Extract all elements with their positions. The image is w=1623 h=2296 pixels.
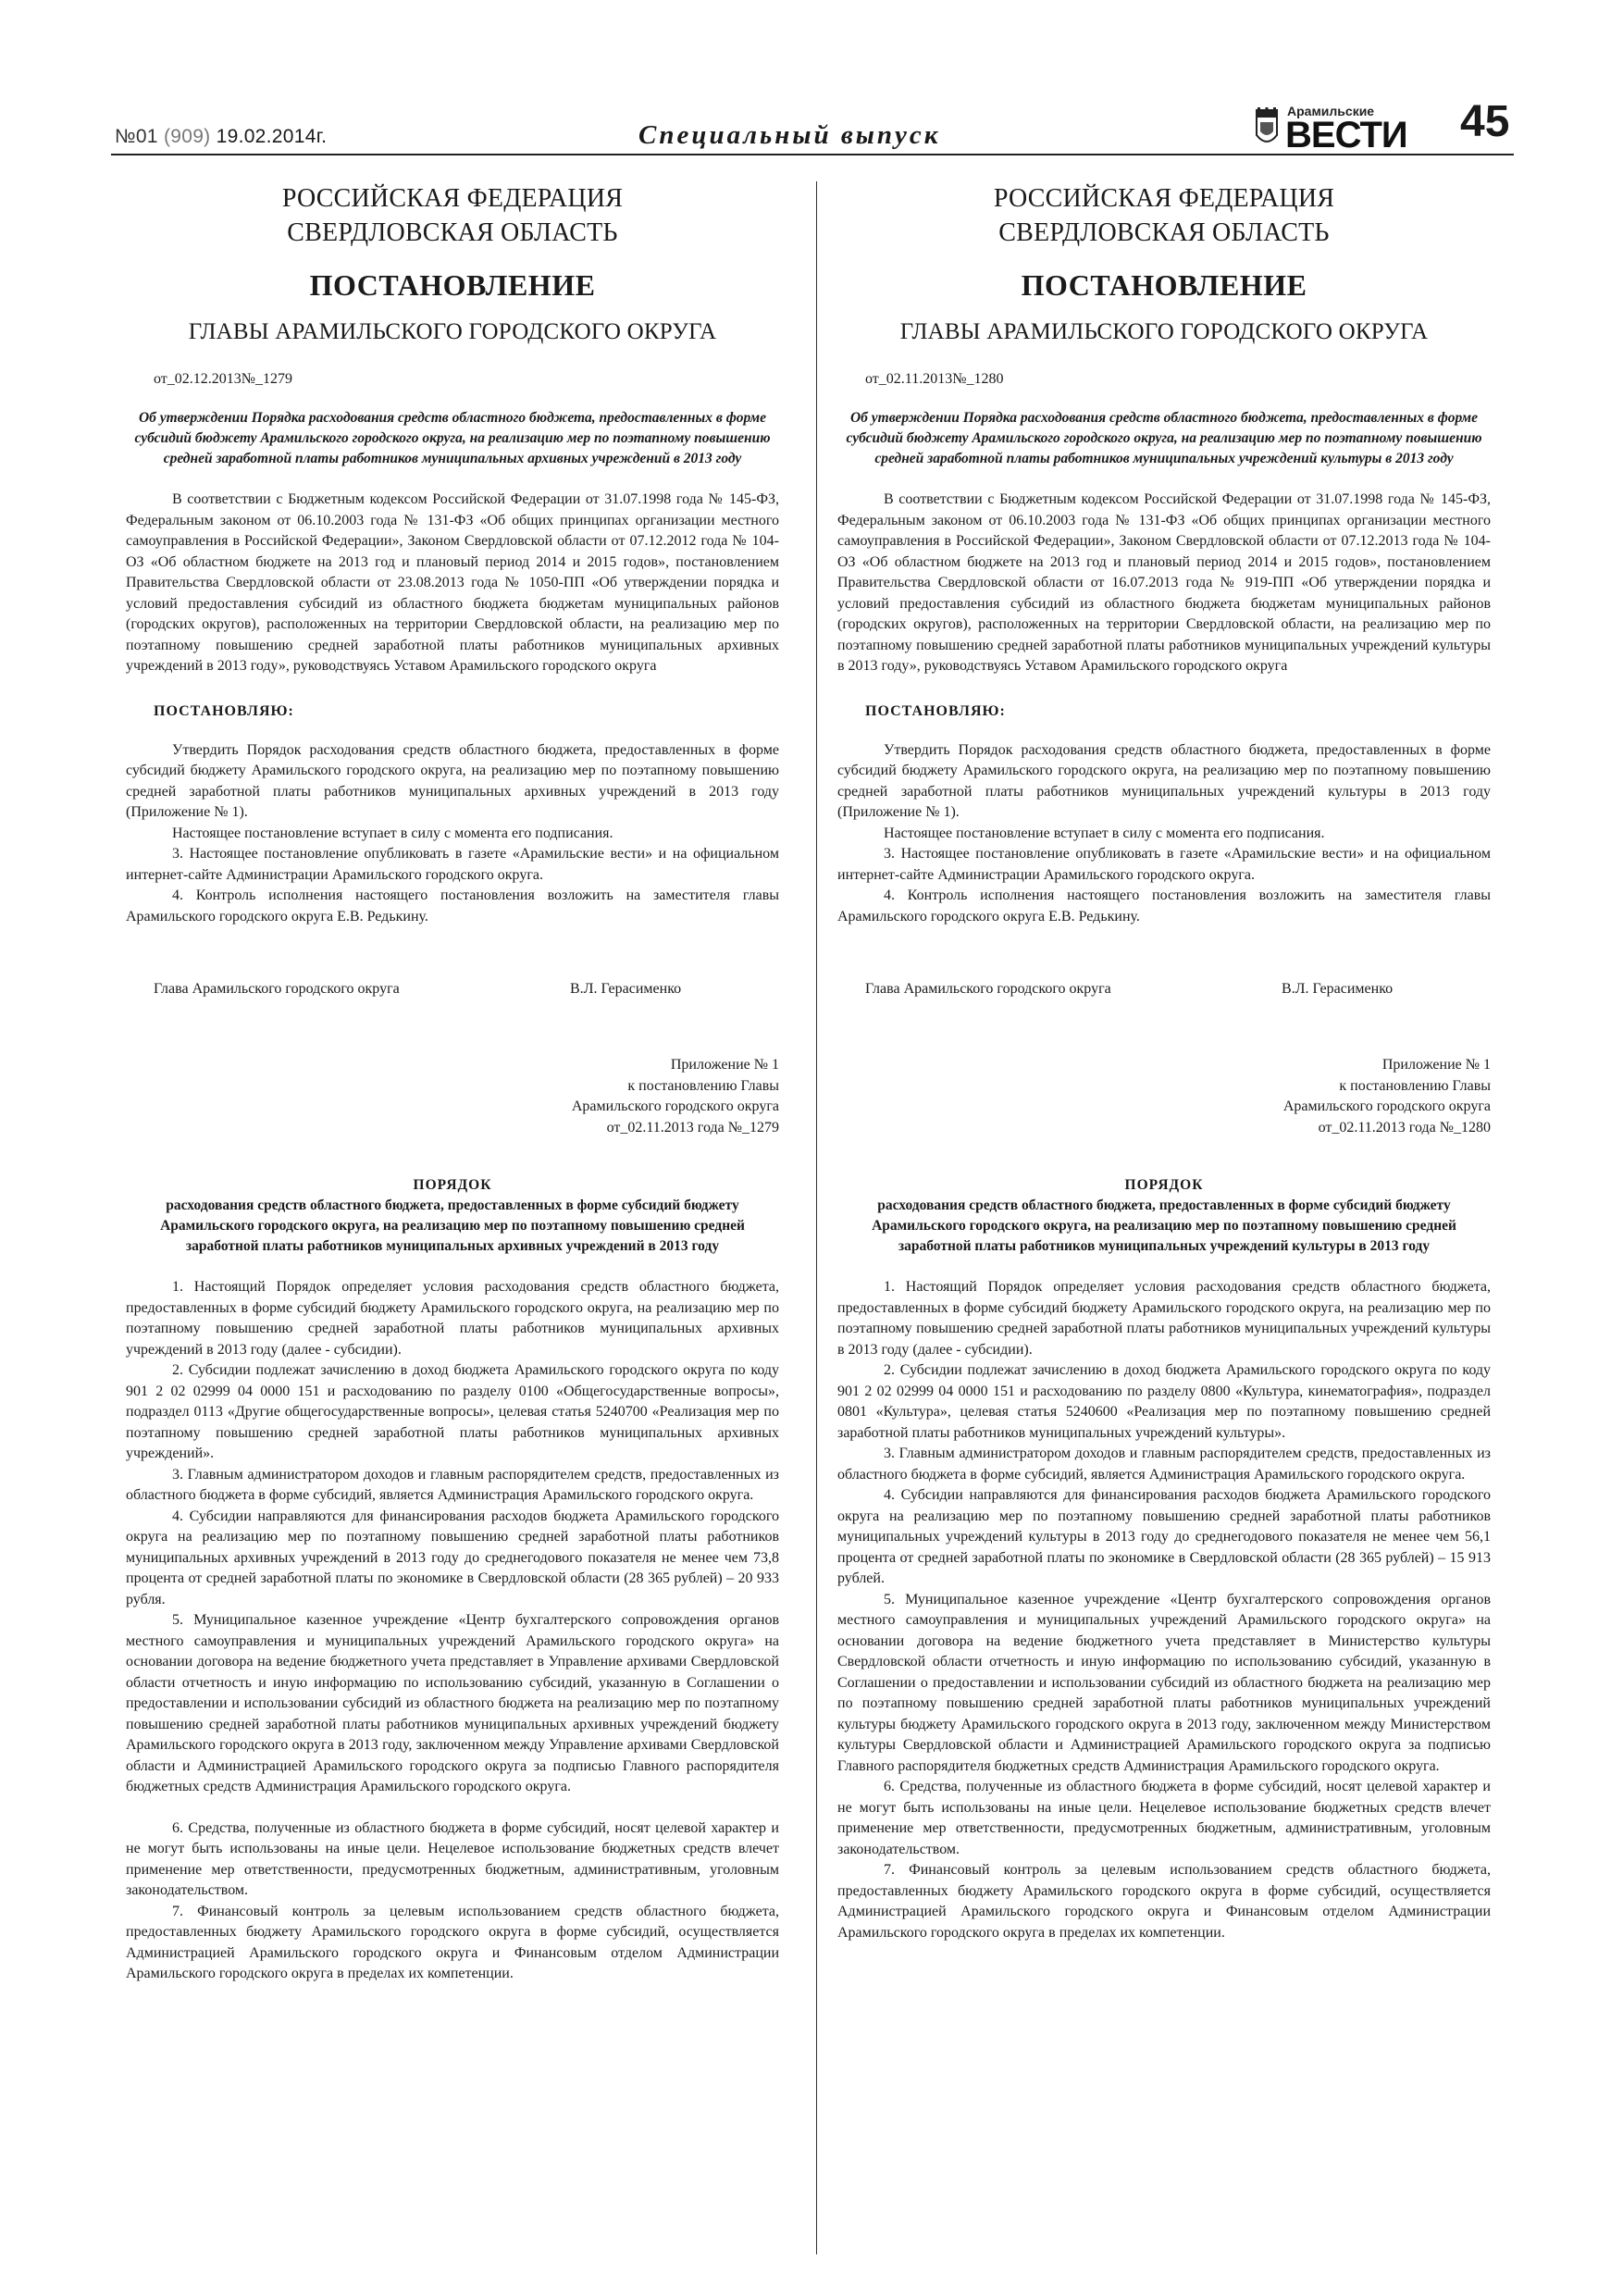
signatory-name: В.Л. Герасименко <box>1282 981 1394 997</box>
appendix-line: Приложение № 1 <box>670 1057 779 1073</box>
appendix-line: от_02.11.2013 года №_1280 <box>1318 1119 1491 1136</box>
order-paragraph: 2. Субсидии подлежат зачислению в доход бюджета Арамильского городского округа по коду 901 2 02 02999 04 0000 151 и расходованию по разделу 0100 «Общегосударственные вопросы», подраздел 0113 «Другие общегосударственные вопросы», целевая статья 5240700 «Реализация мер по поэтапному повышению средней заработной платы работников муниципальных архивных учреждений». <box>126 1362 779 1461</box>
order-paragraph: 6. Средства, полученные из областного бюджета в форме субсидий, носят целевой характер и не могут быть использованы на иные цели. Нецелевое использование бюджетных средств влечет применение мер ответственности, предусмотренных бюджетным, административным, уголовным законодательством. <box>837 1779 1491 1857</box>
appendix-line: Арамильского городского округа <box>1282 1098 1491 1114</box>
appendix-line: к постановлению Главы <box>627 1077 779 1094</box>
logo-top-text: Арамильские <box>1287 104 1375 118</box>
appendix-reference <box>126 1055 779 1138</box>
resolution-item: Настоящее постановление вступает в силу с момента его подписания. <box>884 825 1325 841</box>
doc-title: Об утверждении Порядка расходования средств областного бюджета, предоставленных в форме субсидий бюджету Арамильского городского округа, на реализацию мер по поэтапному повышению средней заработной платы работников муниципальных архивных учреждений в 2013 году <box>134 410 771 466</box>
doc-date-number: от_02.12.2013№_1279 <box>154 371 293 387</box>
order-paragraph: 4. Субсидии направляются для финансирования расходов бюджета Арамильского городского округа на реализацию мер по поэтапному повышению средней заработной платы работников муниципальных архивных учреждений в 2013 году до среднегодового показателя не менее чем 73,8 процента от средней заработной платы по экономике в Свердловской области (28 365 рублей) – 20 933 рубля. <box>126 1508 779 1607</box>
resolution-item: 4. Контроль исполнения настоящего постановления возложить на заместителя главы Арамильского городского округа Е.В. Редькину. <box>126 887 779 925</box>
issuer-heading: ГЛАВЫ АРАМИЛЬСКОГО ГОРОДСКОГО ОКРУГА <box>899 319 1429 344</box>
doc-type-heading: ПОСТАНОВЛЕНИЕ <box>309 268 596 302</box>
order-paragraph: 1. Настоящий Порядок определяет условия расходования средств областного бюджета, предоставленных в форме субсидий бюджету Арамильского городского округа, на реализацию мер по поэтапному повышению средней заработной платы работников муниципальных учреждений культуры в 2013 году (далее - субсидии). <box>837 1279 1491 1358</box>
document-column-left <box>126 181 779 1985</box>
order-subtitle: расходования средств областного бюджета, предоставленных в форме субсидий бюджету Арамильского городского округа, на реализацию мер по поэтапному повышению средней заработной платы работников муниципальных учреждений культуры в 2013 году <box>872 1198 1456 1254</box>
order-paragraph: 5. Муниципальное казенное учреждение «Центр бухгалтерского сопровождения органов местного самоуправления и муниципальных учреждений Арамильского городского округа» на основании договора на ведение бюджетного учета представляет в Министерство культуры Свердловской области отчетность и иную информацию по использованию субсидий, указанную в Соглашении о предоставлении и использовании субсидий из областного бюджета на реализацию мер по поэтапному повышению средней заработной платы работников муниципальных учреждений культуры бюджету Арамильского городского округа в 2013 году, заключенном между Министерством культуры Свердловской области и Администрацией Арамильского городского округа за подписью Главного распорядителя бюджетных средств Администрация Арамильского городского округа. <box>837 1591 1491 1774</box>
order-paragraph: 1. Настоящий Порядок определяет условия расходования средств областного бюджета, предоставленных в форме субсидий бюджету Арамильского городского округа, на реализацию мер по поэтапному повышению средней заработной платы работников муниципальных архивных учреждений в 2013 году (далее - субсидии). <box>126 1279 779 1358</box>
page-number: 45 <box>1460 97 1510 146</box>
order-subtitle: расходования средств областного бюджета, предоставленных в форме субсидий бюджету Арамильского городского округа, на реализацию мер по поэтапному повышению средней заработной платы работников муниципальных архивных учреждений в 2013 году <box>160 1198 745 1254</box>
newspaper-logo <box>1254 104 1419 157</box>
doc-date-number: от_02.11.2013№_1280 <box>865 371 1004 387</box>
preamble-paragraph: В соответствии с Бюджетным кодексом Российской Федерации от 31.07.1998 года № 145-ФЗ, Федеральным законом от 06.10.2003 года № 131-ФЗ «Об общих принципах организации местного самоуправления в Российской Федерации», Законом Свердловской области от 07.12.2012 года № 104-ОЗ «Об областном бюджете на 2013 год и плановый период 2014 и 2015 годов», постановлением Правительства Свердловской области от 23.08.2013 года № 1050-ПП «Об утверждении порядка и условий предоставления субсидий из областного бюджета бюджетам муниципальных районов (городских округов), расположенных на территории Свердловской области, на реализацию мер по поэтапному повышению средней заработной платы работников муниципальных архивных учреждений в 2013 году», руководствуясь Уставом Арамильского городского округа <box>126 491 779 674</box>
resolution-item: Утвердить Порядок расходования средств областного бюджета, предоставленных в форме субсидий бюджету Арамильского городского округа, на реализацию мер по поэтапному повышению средней заработной платы работников муниципальных архивных учреждений в 2013 году (Приложение № 1). <box>126 741 779 820</box>
appendix-line: Приложение № 1 <box>1381 1057 1491 1073</box>
resolve-heading: ПОСТАНОВЛЯЮ: <box>865 702 1006 719</box>
preamble-paragraph: В соответствии с Бюджетным кодексом Российской Федерации от 31.07.1998 года № 145-ФЗ, Федеральным законом от 06.10.2003 года № 131-ФЗ «Об общих принципах организации местного самоуправления в Российской Федерации», Законом Свердловской области от 07.12.2013 года № 104-ОЗ «Об областном бюджете на 2013 год и плановый период 2014 и 2015 годов», постановлением Правительства Свердловской области от 16.07.2013 года № 919-ПП «Об утверждении порядка и условий предоставления субсидий из областного бюджета бюджетам муниципальных районов (городских округов), расположенных на территории Свердловской области, на реализацию мер по поэтапному повышению средней заработной платы работников муниципальных учреждений культуры в 2013 году», руководствуясь Уставом Арамильского городского округа <box>837 491 1491 674</box>
order-paragraph: 6. Средства, полученные из областного бюджета в форме субсидий, носят целевой характер и не могут быть использованы на иные цели. Нецелевое использование бюджетных средств влечет применение мер ответственности, предусмотренных бюджетным, административным, уголовным законодательством. <box>126 1819 779 1898</box>
signatory-title: Глава Арамильского городского округа <box>154 981 400 997</box>
logo-main-text: ВЕСТИ <box>1285 115 1407 155</box>
country-line: РОССИЙСКАЯ ФЕДЕРАЦИЯ <box>281 184 624 213</box>
resolution-item: Утвердить Порядок расходования средств областного бюджета, предоставленных в форме субсидий бюджету Арамильского городского округа, на реализацию мер по поэтапному повышению средней заработной платы работников муниципальных учреждений культуры в 2013 году (Приложение № 1). <box>837 741 1491 820</box>
issue-info <box>115 126 327 148</box>
appendix-line: от_02.11.2013 года №_1279 <box>606 1119 779 1136</box>
issue-date: 19.02.2014г. <box>216 126 328 147</box>
column-divider <box>816 181 817 2254</box>
order-paragraph: 7. Финансовый контроль за целевым использованием средств областного бюджета, предоставленных бюджету Арамильского городского округа в форме субсидий, осуществляется Администрацией Арамильского городского округа и Финансовым отделом Администрации Арамильского городского округа в пределах их компетенции. <box>126 1903 779 1981</box>
order-paragraph: 3. Главным администратором доходов и главным распорядителем средств, предоставленных из областного бюджета в форме субсидий, является Администрация Арамильского городского округа. <box>126 1466 779 1503</box>
region-line: СВЕРДЛОВСКАЯ ОБЛАСТЬ <box>287 218 618 247</box>
document-column-right <box>837 181 1491 1943</box>
appendix-line: к постановлению Главы <box>1339 1077 1491 1094</box>
resolution-item: 3. Настоящее постановление опубликовать в газете «Арамильские вести» и на официальном интернет-сайте Администрации Арамильского городского округа. <box>837 846 1491 883</box>
special-issue-label: Специальный выпуск <box>638 120 941 150</box>
signature-line <box>837 981 1491 1001</box>
issue-total: (909) <box>163 126 211 147</box>
order-paragraph: 2. Субсидии подлежат зачислению в доход бюджета Арамильского городского округа по коду 901 2 02 02999 04 0000 151 и расходованию по разделу 0800 «Культура, кинематография», подраздел 0801 «Культура», целевая статья 5240600 «Реализация мер по поэтапному повышению средней заработной платы работников муниципальных учреждений культуры». <box>837 1362 1491 1441</box>
order-heading: ПОРЯДОК <box>413 1177 492 1193</box>
order-paragraph: 5. Муниципальное казенное учреждение «Центр бухгалтерского сопровождения органов местного самоуправления и муниципальных учреждений Арамильского городского округа» на основании договора на ведение бюджетного учета представляет в Управление архивами Свердловской области отчетность и иную информацию по использованию субсидий, указанную в Соглашении о предоставлении и использовании субсидий из областного бюджета на реализацию мер по поэтапному повышению средней заработной платы работников муниципальных архивных учреждений бюджету Арамильского городского округа в 2013 году, заключенном между Управление архивами Свердловской области и Администрацией Арамильского городского округа за подписью Главного распорядителя бюджетных средств Администрация Арамильского городского округа. <box>126 1612 779 1794</box>
order-paragraph: 3. Главным администратором доходов и главным распорядителем средств, предоставленных из областного бюджета в форме субсидий, является Администрация Арамильского городского округа. <box>837 1446 1491 1483</box>
signatory-title: Глава Арамильского городского округа <box>865 981 1111 997</box>
doc-type-heading: ПОСТАНОВЛЕНИЕ <box>1021 268 1307 302</box>
signatory-name: В.Л. Герасименко <box>570 981 682 997</box>
resolve-heading: ПОСТАНОВЛЯЮ: <box>154 702 294 719</box>
appendix-reference <box>837 1055 1491 1138</box>
header-rule <box>111 154 1514 155</box>
resolution-item: Настоящее постановление вступает в силу с момента его подписания. <box>172 825 613 841</box>
appendix-line: Арамильского городского округа <box>571 1098 779 1114</box>
signature-line <box>126 981 779 1001</box>
order-paragraph: 4. Субсидии направляются для финансирования расходов бюджета Арамильского городского округа на реализацию мер по поэтапному повышению средней заработной платы работников муниципальных учреждений культуры в 2013 году до среднегодового показателя не менее чем 56,1 процента от средней заработной платы по экономике в Свердловской области (28 365 рублей) – 15 913 рублей. <box>837 1487 1491 1586</box>
resolution-item: 4. Контроль исполнения настоящего постановления возложить на заместителя главы Арамильского городского округа Е.В. Редькину. <box>837 887 1491 925</box>
region-line: СВЕРДЛОВСКАЯ ОБЛАСТЬ <box>998 218 1330 247</box>
order-heading: ПОРЯДОК <box>1124 1177 1204 1193</box>
issue-number: №01 <box>115 126 158 147</box>
city-emblem-icon <box>1254 107 1280 150</box>
doc-title: Об утверждении Порядка расходования средств областного бюджета, предоставленных в форме субсидий бюджету Арамильского городского округа, на реализацию мер по поэтапному повышению средней заработной платы работников муниципальных учреждений культуры в 2013 году <box>846 410 1482 466</box>
country-line: РОССИЙСКАЯ ФЕДЕРАЦИЯ <box>993 184 1335 213</box>
issuer-heading: ГЛАВЫ АРАМИЛЬСКОГО ГОРОДСКОГО ОКРУГА <box>188 319 717 344</box>
order-paragraph: 7. Финансовый контроль за целевым использованием средств областного бюджета, предоставленных бюджету Арамильского городского округа в форме субсидий, осуществляется Администрацией Арамильского городского округа и Финансовым отделом Администрации Арамильского городского округа в пределах их компетенции. <box>837 1862 1491 1941</box>
resolution-item: 3. Настоящее постановление опубликовать в газете «Арамильские вести» и на официальном интернет-сайте Администрации Арамильского городского округа. <box>126 846 779 883</box>
